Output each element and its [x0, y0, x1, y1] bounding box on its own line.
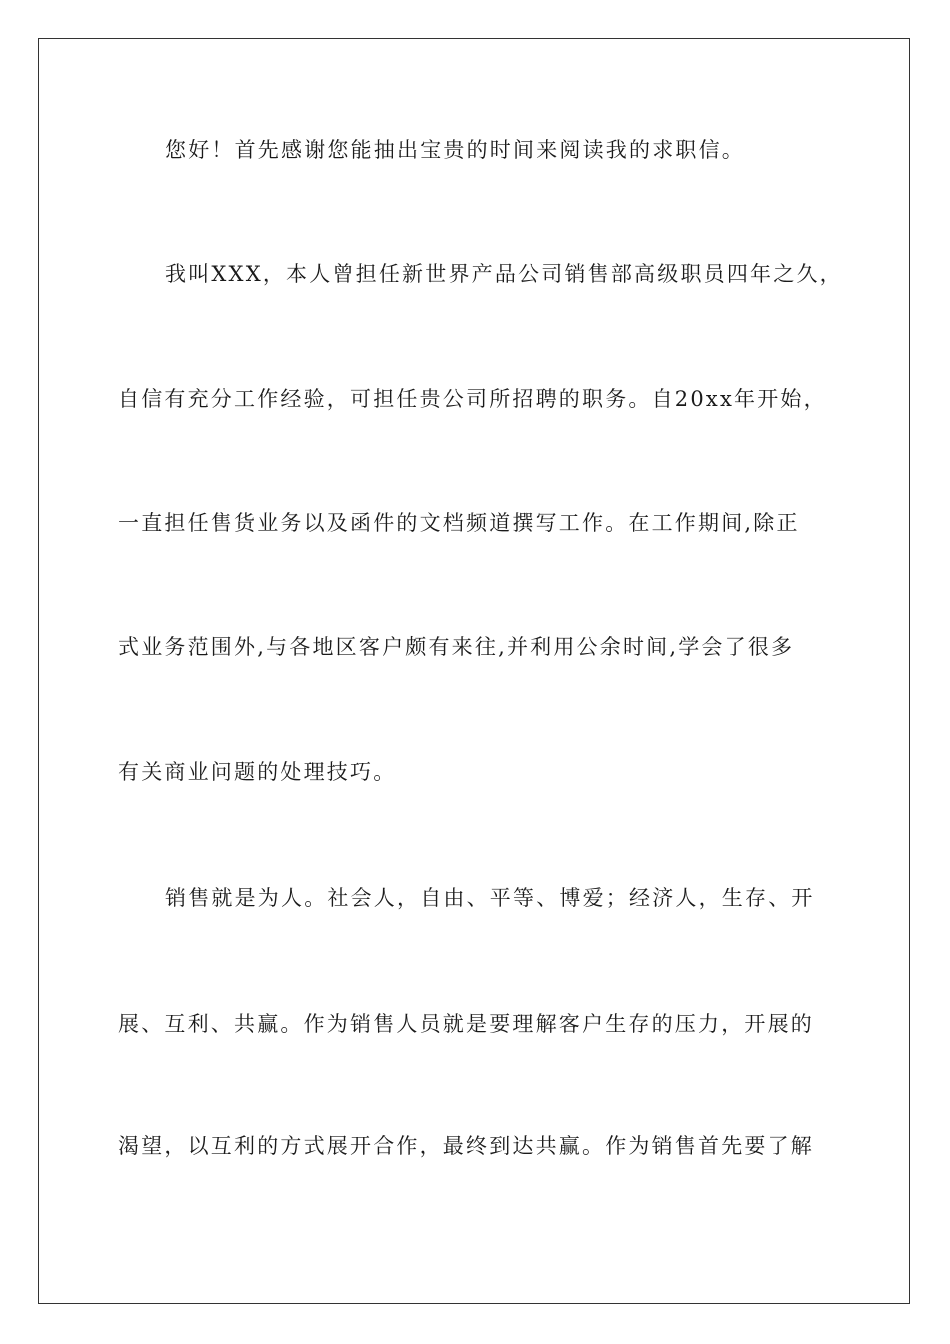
paragraph-line: 自信有充分工作经验，可担任贵公司所招聘的职务。自20xx年开始，	[118, 387, 827, 411]
paragraph-line: 销售就是为人。社会人，自由、平等、博爱；经济人，生存、开	[165, 886, 815, 910]
paragraph-line: 有关商业问题的处理技巧。	[118, 760, 397, 784]
paragraph-line: 我叫XXX，本人曾担任新世界产品公司销售部高级职员四年之久，	[165, 262, 843, 286]
page-frame	[38, 38, 910, 1304]
paragraph-line: 展、互利、共赢。作为销售人员就是要理解客户生存的压力，开展的	[118, 1012, 814, 1036]
paragraph-line: 渴望，以互利的方式展开合作，最终到达共赢。作为销售首先要了解	[118, 1134, 814, 1158]
paragraph-line: 一直担任售货业务以及函件的文档频道撰写工作。在工作期间,除正	[118, 511, 800, 535]
paragraph-line: 式业务范围外,与各地区客户颇有来往,并利用公余时间,学会了很多	[118, 635, 795, 659]
greeting-line: 您好！首先感谢您能抽出宝贵的时间来阅读我的求职信。	[165, 138, 745, 162]
